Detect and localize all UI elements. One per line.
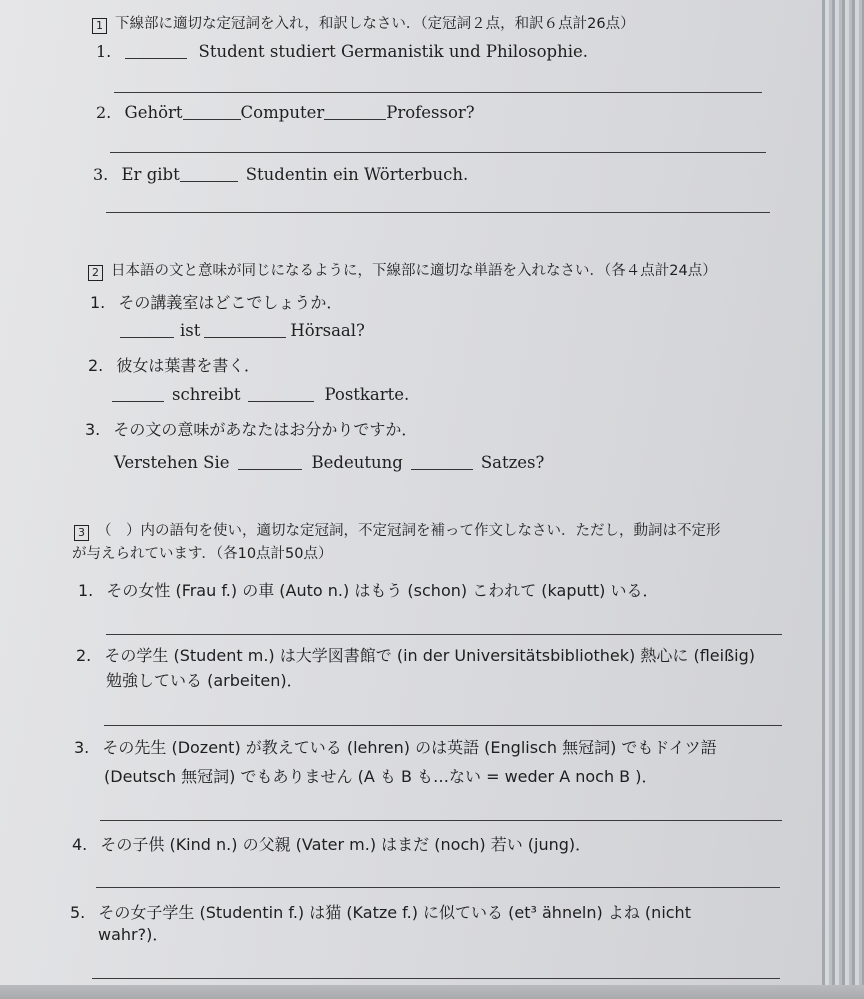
s3-item-5-line2: wahr?)． — [98, 925, 169, 944]
fill-blank[interactable] — [238, 468, 302, 470]
s2-item-3-jp: その文の意味があなたはお分かりですか． — [113, 420, 418, 439]
answer-line[interactable] — [114, 92, 762, 93]
s1-item-3-number: 3. — [93, 165, 109, 184]
section2-heading — [88, 259, 717, 281]
section3-heading-line1 — [74, 519, 721, 541]
s3-item-5-number: 5. — [70, 903, 86, 922]
s3-item-5-line1: その女子学生 (Studentin f.) は猫 (Katze f.) に似ている (et³ ähneln) よね (nicht — [98, 903, 691, 922]
s1-item-2 — [96, 103, 475, 122]
s2-item-1-number: 1. — [90, 293, 106, 312]
section1-number-box: 1 — [92, 18, 107, 34]
s2-item-3-part-1: Verstehen Sie — [114, 453, 230, 472]
s3-item-4-number: 4. — [72, 835, 88, 854]
s2-item-2-part-1: schreibt — [172, 385, 241, 404]
s1-item-3-part-1: Er gibt — [121, 165, 180, 184]
fill-blank[interactable] — [248, 400, 314, 402]
s3-item-5 — [70, 900, 691, 923]
s1-item-3 — [93, 165, 468, 184]
s1-item-2-part-3: Professor? — [386, 103, 475, 122]
section2-heading-text: 日本語の文と意味が同じになるように，下線部に適切な単語を入れなさい．（各４点計24点） — [111, 263, 717, 279]
s2-item-2-part-2: Postkarte. — [324, 385, 410, 404]
fill-blank[interactable] — [180, 180, 238, 182]
page-bottom-shadow — [0, 985, 864, 999]
fill-blank[interactable] — [112, 400, 164, 402]
s3-item-1-number: 1. — [78, 581, 94, 600]
s3-item-4 — [72, 832, 591, 855]
section1-heading — [92, 12, 635, 34]
s1-item-2-part-2: Computer — [240, 103, 325, 122]
answer-line[interactable] — [100, 820, 782, 821]
s2-item-3-part-3: Satzes? — [480, 453, 545, 472]
s3-item-3-line1: その先生 (Dozent) が教えている (lehren) のは英語 (Englisch 無冠詞) でもドイツ語 — [102, 738, 717, 757]
s1-item-2-number: 2. — [96, 103, 112, 122]
s3-item-1-line1: その女性 (Frau f.) の車 (Auto n.) はもう (schon) こわれて (kaputt) いる． — [106, 581, 659, 600]
s2-item-3-german — [114, 453, 544, 472]
s2-item-3-japanese — [85, 417, 417, 440]
s2-item-3-part-2: Bedeutung — [311, 453, 403, 472]
fill-blank[interactable] — [411, 468, 473, 470]
s2-item-1-part-2: Hörsaal? — [290, 321, 365, 340]
s3-item-2 — [76, 643, 755, 666]
s1-item-3-part-2: Studentin ein Wörterbuch. — [245, 165, 469, 184]
s3-item-1 — [78, 578, 659, 601]
answer-line[interactable] — [106, 212, 770, 213]
s1-item-1-number: 1. — [96, 42, 112, 61]
s1-item-2-part-1: Gehört — [124, 103, 183, 122]
section3-heading-line2: が与えられています．（各10点計50点） — [72, 546, 333, 562]
answer-line[interactable] — [92, 978, 780, 979]
s3-item-2-line1: その学生 (Student m.) は大学図書館で (in der Universitätsbibliothek) 熱心に (fleißig) — [104, 646, 755, 665]
answer-line[interactable] — [104, 725, 782, 726]
s1-item-1-text: Student studiert Germanistik und Philosophie. — [198, 42, 588, 61]
answer-line[interactable] — [106, 634, 782, 635]
fill-blank[interactable] — [120, 336, 174, 338]
s3-item-3-line2: (Deutsch 無冠詞) でもありません (A も B も…ない = weder A noch B )． — [104, 767, 658, 786]
s2-item-1-jp: その講義室はどこでしょうか． — [118, 293, 343, 312]
fill-blank[interactable] — [204, 336, 286, 338]
s2-item-2-jp: 彼女は葉書を書く． — [116, 356, 261, 375]
s2-item-1-german — [120, 321, 365, 340]
s3-item-3-number: 3. — [74, 738, 90, 757]
s2-item-1-japanese — [90, 290, 342, 313]
section3-number-box: 3 — [74, 525, 89, 541]
fill-blank[interactable] — [324, 118, 386, 120]
s3-item-3 — [74, 735, 717, 758]
answer-line[interactable] — [96, 887, 780, 888]
answer-line[interactable] — [110, 152, 766, 153]
fill-blank[interactable] — [125, 57, 187, 59]
s2-item-1-part-1: ist — [180, 321, 201, 340]
s3-item-2-line2: 勉強している (arbeiten)． — [106, 671, 303, 690]
s2-item-2-japanese — [88, 353, 260, 376]
section3-heading-text-1: （ ）内の語句を使い，適切な定冠詞，不定冠詞を補って作文しなさい．ただし，動詞は不定形 — [97, 523, 721, 539]
section1-heading-text: 下線部に適切な定冠詞を入れ，和訳しなさい．（定冠詞２点，和訳６点計26点） — [115, 16, 635, 32]
s2-item-3-number: 3. — [85, 420, 101, 439]
s2-item-2-german — [112, 385, 409, 404]
fill-blank[interactable] — [183, 118, 241, 120]
section2-number-box: 2 — [88, 265, 103, 281]
s2-item-2-number: 2. — [88, 356, 104, 375]
page-edge-stack — [822, 0, 864, 999]
s1-item-1 — [96, 42, 588, 61]
s3-item-4-line1: その子供 (Kind n.) の父親 (Vater m.) はまだ (noch) 若い (jung)． — [100, 835, 592, 854]
s3-item-2-number: 2. — [76, 646, 92, 665]
